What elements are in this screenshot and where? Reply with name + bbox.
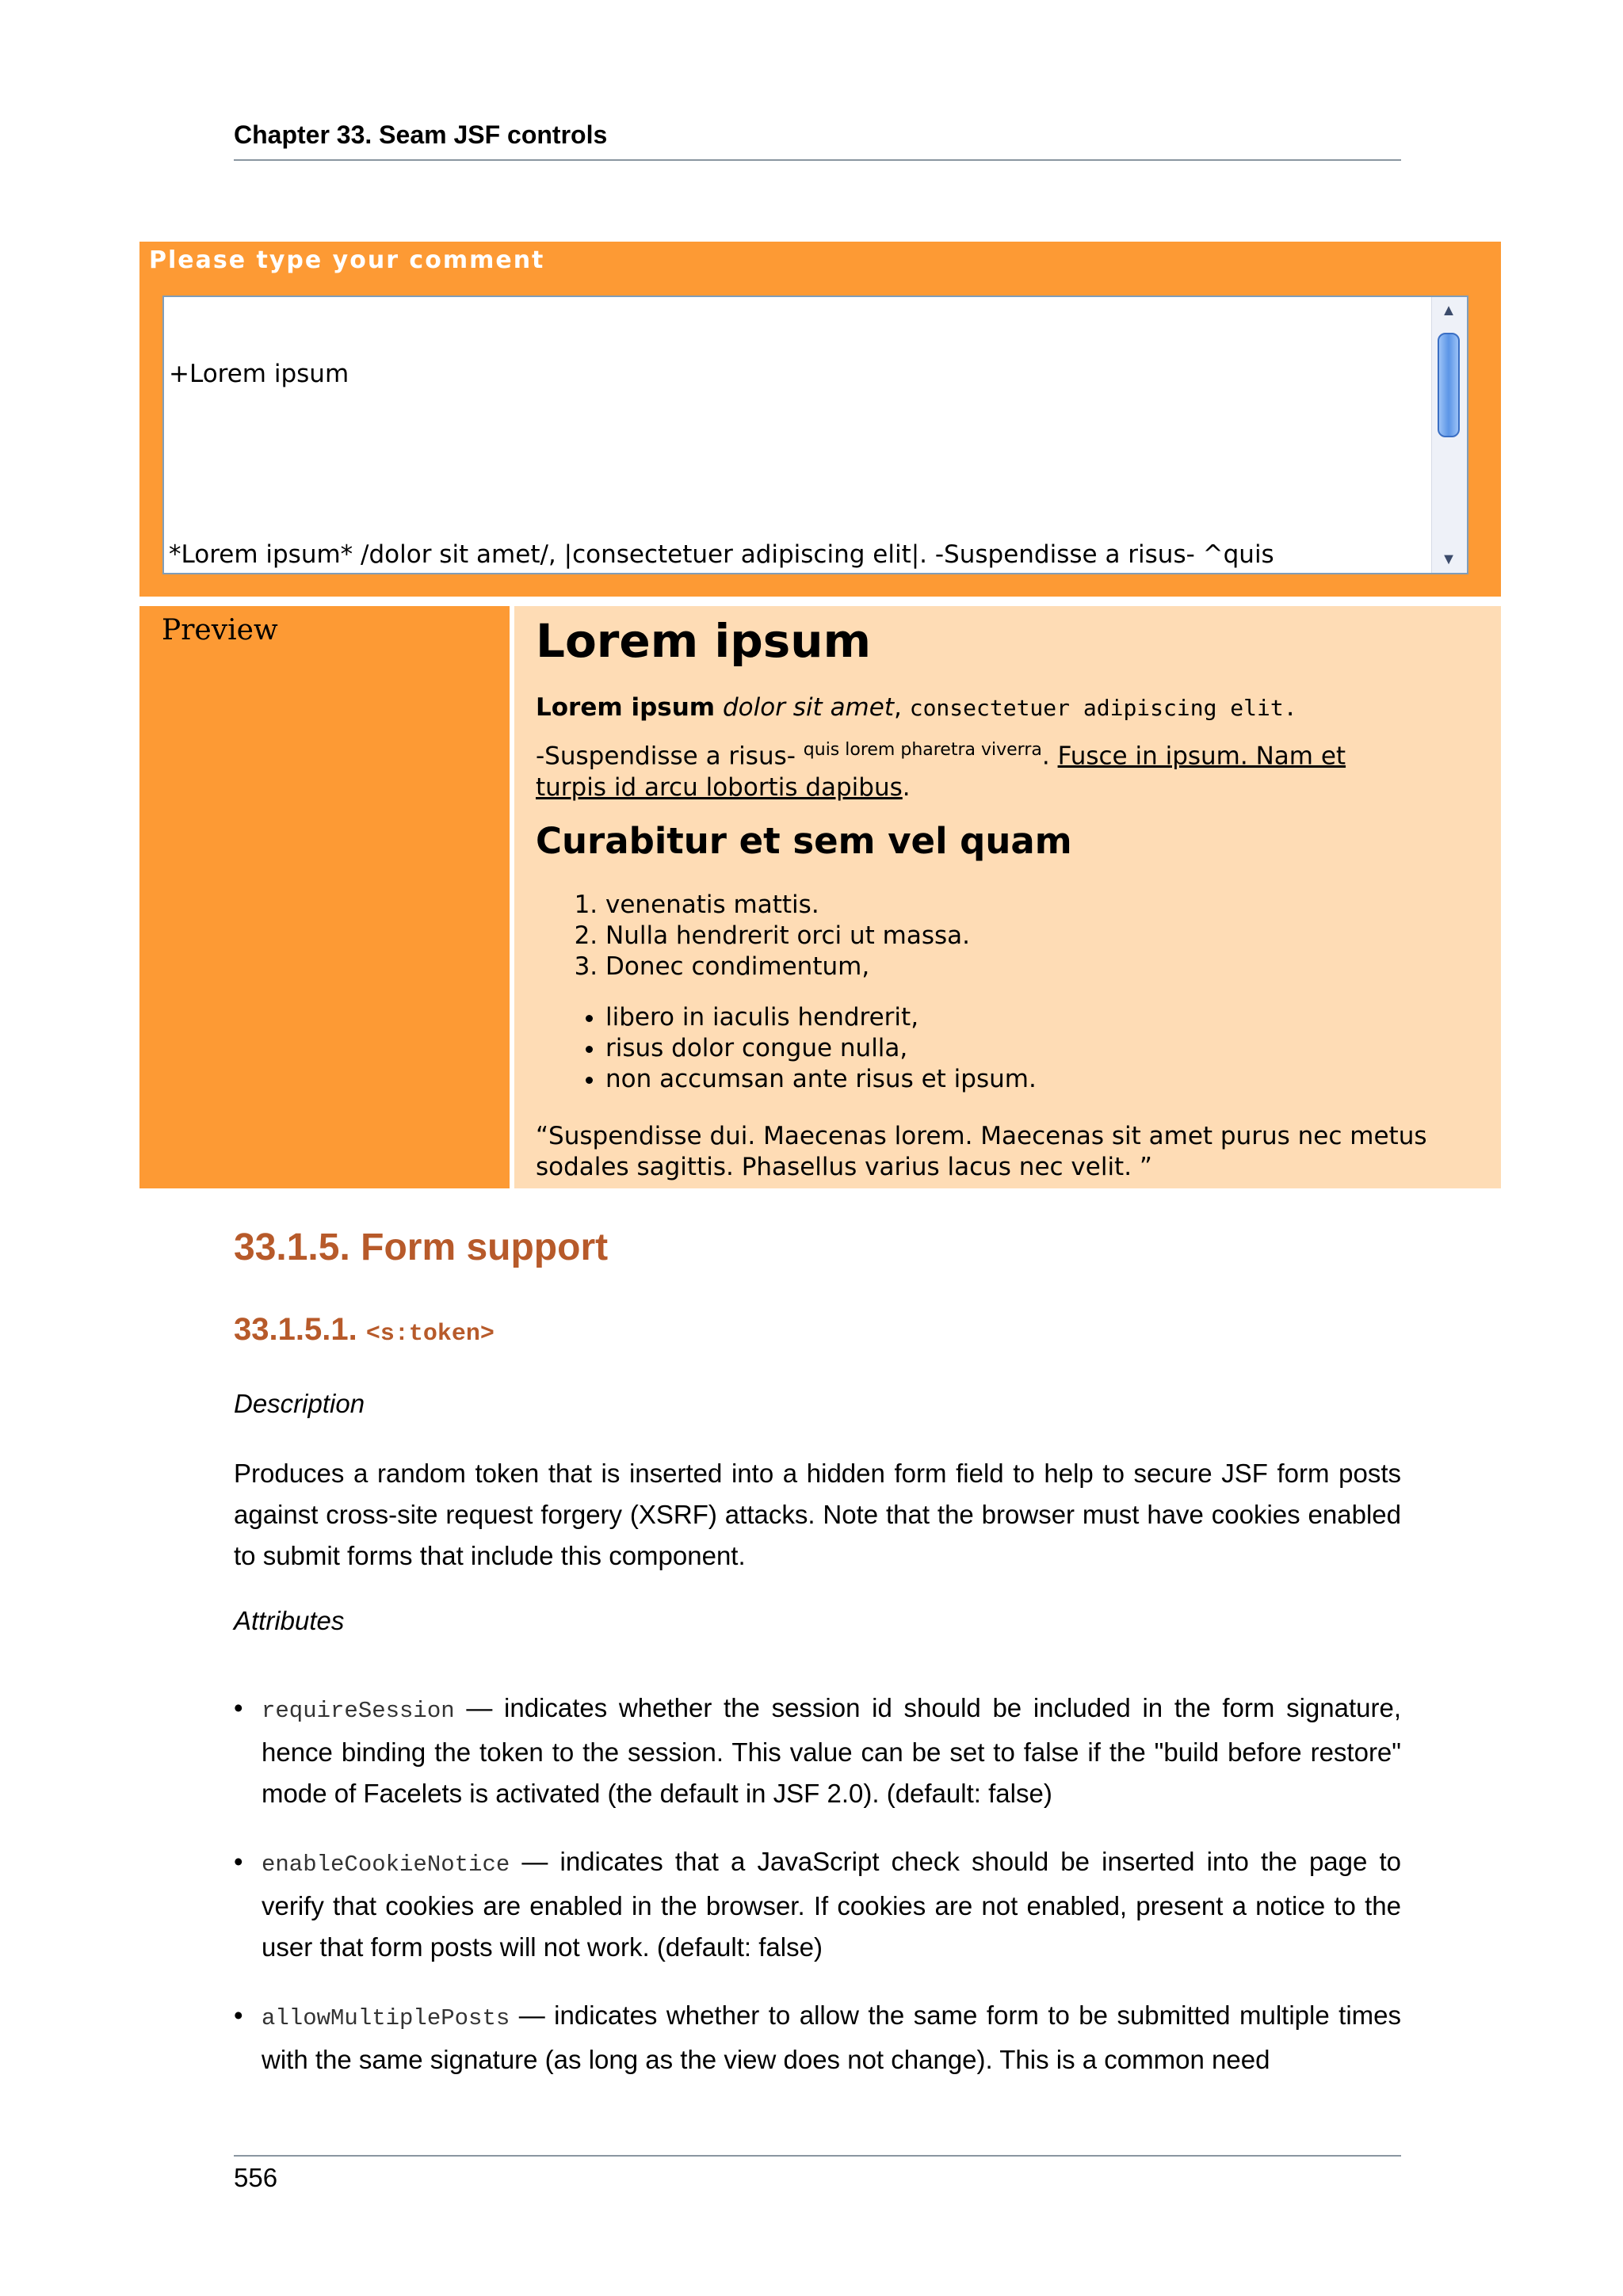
preview-end-period: .: [902, 773, 911, 803]
textarea-line: +Lorem ipsum: [169, 360, 349, 388]
list-item: • non accumsan ante risus et ipsum.: [605, 1064, 1037, 1095]
attributes-label: Attributes: [234, 1606, 345, 1635]
preview-unordered-list: [554, 1002, 1037, 1095]
attribute-name: requireSession: [262, 1698, 455, 1724]
list-item: 1. venenatis mattis.: [605, 890, 970, 921]
preview-underline-text: Fusce in ipsum. Nam et: [1057, 742, 1346, 771]
subsection-heading: [234, 1312, 495, 1348]
preview-ordered-list: [554, 890, 970, 982]
page-number: 556: [234, 2163, 278, 2192]
comment-textarea[interactable]: [162, 296, 1468, 574]
description-paragraph: Produces a random token that is inserted into a hidden form field to help to secure JSF form posts against cross-site request forgery (XSRF) attacks. Note that the browser must have cookies enabled to submit forms that include this component.: [234, 1459, 1401, 1570]
attribute-name: allowMultiplePosts: [262, 2005, 510, 2031]
quote-line: “Suspendisse dui. Maecenas lorem. Maecenas sit amet purus nec metus: [536, 1122, 1427, 1150]
scroll-up-arrow-icon[interactable]: ▲: [1441, 302, 1457, 319]
preview-label-cell: [139, 606, 510, 1188]
preview-strike-text: -Suspendisse a risus-: [536, 742, 796, 771]
section-heading: 33.1.5. Form support: [234, 1226, 609, 1268]
attribute-name: enableCookieNotice: [262, 1852, 510, 1878]
attribute-item: [234, 1688, 1401, 1814]
footer-rule: [234, 2155, 1401, 2157]
preview-mono-text: consectetuer adipiscing elit.: [909, 695, 1297, 721]
list-item: 3. Donec condimentum,: [605, 952, 970, 982]
bullet-icon: •: [234, 2000, 243, 2030]
textarea-scrollbar[interactable]: [1431, 297, 1467, 573]
preview-content: [514, 606, 1501, 1188]
preview-superscript-text: quis lorem pharetra viverra: [803, 740, 1042, 760]
attribute-description: — indicates whether the session id should be included in the form signature, hence binding the token to the session. This value can be set to false if the "build before restore" mode of Facelets is activated (the default in JSF 2.0). (default: false): [262, 1693, 1401, 1808]
bullet-icon: •: [234, 1693, 243, 1722]
preview-bold-text: Lorem ipsum: [536, 693, 716, 722]
preview-paragraph-1: [536, 693, 1297, 722]
bullet-icon: •: [234, 1847, 243, 1876]
preview-comma: ,: [894, 693, 902, 722]
preview-heading-2: Curabitur et sem vel quam: [536, 820, 1072, 862]
preview-period: .: [1041, 742, 1050, 771]
textarea-line: *Lorem ipsum* /dolor sit amet/, |consectetuer adipiscing elit|. -Suspendisse a risus- ^quis: [169, 540, 1274, 569]
list-item: 2. Nulla hendrerit orci ut massa.: [605, 921, 970, 952]
list-item: • libero in iaculis hendrerit,: [605, 1002, 1037, 1033]
preview-label: Preview: [162, 614, 278, 646]
list-item: • risus dolor congue nulla,: [605, 1033, 1037, 1064]
attribute-description: — indicates that a JavaScript check should be inserted into the page to verify that cookies are enabled in the browser. If cookies are not enabled, present a notice to the user that form posts will not work. (default: false): [262, 1847, 1401, 1962]
attribute-list: [234, 1688, 1401, 2107]
chapter-title: Chapter 33. Seam JSF controls: [234, 120, 608, 149]
subsection-number: 33.1.5.1.: [234, 1312, 357, 1347]
wiki-editor-screenshot: [139, 242, 1501, 1188]
running-header: [234, 119, 1401, 161]
preview-quote: [536, 1121, 1495, 1183]
textarea-line: [169, 449, 1427, 479]
description-label: Description: [234, 1389, 365, 1418]
attribute-item: [234, 1841, 1401, 1968]
comment-title: Please type your comment: [149, 246, 545, 274]
scroll-down-arrow-icon[interactable]: ▼: [1441, 551, 1457, 568]
preview-underline-text-cont: turpis id arcu lobortis dapibus: [536, 773, 903, 803]
textarea-content: [169, 299, 1427, 574]
scroll-thumb[interactable]: [1438, 333, 1460, 437]
subsection-code: <s:token>: [365, 1321, 495, 1348]
quote-line: sodales sagittis. Phasellus varius lacus nec velit. ”: [536, 1153, 1152, 1181]
comment-panel: [139, 242, 1501, 597]
preview-paragraph-2: [536, 734, 1487, 803]
attribute-description: — indicates whether to allow the same form to be submitted multiple times with the same signature (as long as the view does not change). This is a common need: [262, 2000, 1401, 2074]
preview-italic-text: dolor sit amet: [722, 693, 894, 722]
attribute-item: [234, 1995, 1401, 2081]
preview-heading-1: Lorem ipsum: [536, 614, 872, 668]
